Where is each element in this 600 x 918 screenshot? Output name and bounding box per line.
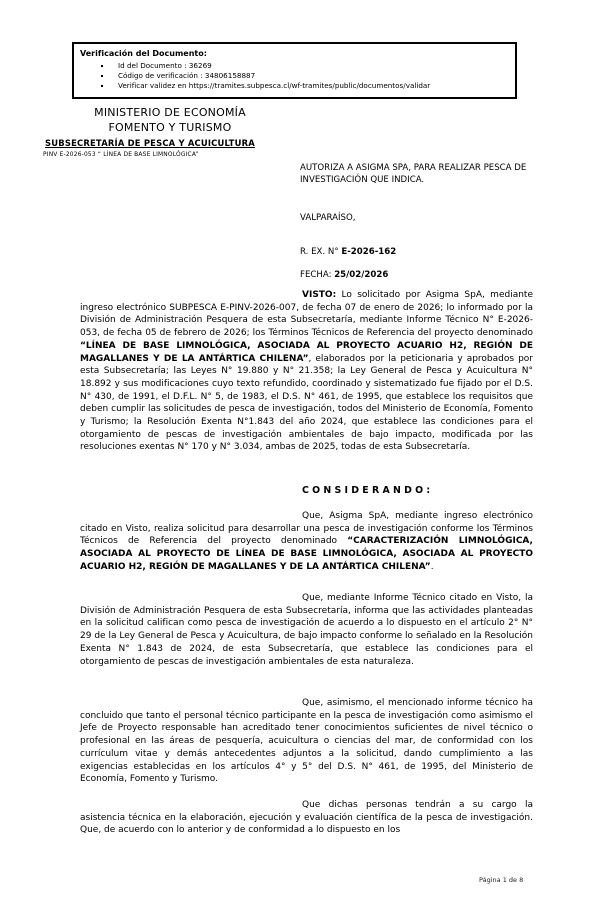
resolution-number-label: R. EX. N° — [300, 247, 342, 257]
verification-list — [112, 61, 509, 90]
subsecretaria-title: SUBSECRETARÍA DE PESCA Y ACUICULTURA — [45, 138, 255, 148]
resolution-number-value: E-2026-162 — [341, 247, 397, 257]
considerando-paragraph-1: Que, Asigma SpA, mediante ingreso electrónico citado en Visto, realiza solicitud para desarrollar una pesca de investigación conforme los Términos Técnicos de Referencia del proyecto denominado “CARACTERIZACIÓN LIMNOLÓGICA, ASOCIADA AL PROYECTO DE LÍNEA DE BASE LIMNOLÓGICA, ASOCIADA AL PROYECTO ACUARIO H2, REGIÓN DE MAGALLANES Y DE LA ANTÁRTICA CHILENA”. — [80, 511, 533, 572]
considerando-paragraph-3: Que, asimismo, el mencionado informe técnico ha concluido que tanto el personal técnico participante en la pesca de investigación como asimismo el Jefe de Proyecto responsable han acreditado tener conocimientos suficientes de nivel técnico o profesional en las áreas de pesquería, acuicultura o ciencias del mar, de conformidad con los currículum vitae y demás antecedentes adjuntos a la solicitud, dando cumplimiento a las exigencias establecidas en los artículos 4° y 5° del D.S. N° 461, de 1995, del Ministerio de Economía, Fomento y Turismo. — [80, 698, 533, 785]
considerando-heading: C O N S I D E R A N D O : — [302, 485, 431, 496]
page-number-indicator: Página 1 de 8 — [479, 876, 524, 884]
verification-title: Verificación del Documento: — [80, 49, 207, 58]
project-reference: PINV E-2026-053 “ LÍNEA DE BASE LIMNOLÓGICA” — [43, 152, 199, 158]
resolution-city: VALPARAÍSO, — [300, 213, 356, 223]
resolution-number — [300, 247, 396, 257]
resolution-subject: AUTORIZA A ASIGMA SPA, PARA REALIZAR PESCA DE INVESTIGACIÓN QUE INDICA. — [300, 163, 527, 185]
ministry-line-2: FOMENTO Y TURISMO — [108, 120, 232, 134]
verification-box — [72, 42, 517, 99]
verification-item-validate-url: ▪ Verificar validez en https://tramites.subpesca.cl/wf-tramites/public/documentos/validar — [112, 81, 509, 91]
resolution-date-value: 25/02/2026 — [334, 270, 389, 280]
verification-item-document-id: ▪ Id del Documento : 36269 — [112, 61, 509, 71]
resolution-date-label: FECHA: — [300, 270, 335, 280]
considerando-paragraph-2: Que, mediante Informe Técnico citado en Visto, la División de Administración Pesquera de esta Subsecretaría, informa que las actividades planteadas en la solicitud califican como pesca de investigación de acuerdo a lo dispuesto en el artículo 2° N° 29 de la Ley General de Pesca y Acuicultura, de bajo impacto conforme lo señalado en la Resolución Exenta N° 1.843 de 2024, de esta Subsecretaría, que establece las condiciones para el otorgamiento de pescas de investigación ambientales de esta naturaleza. — [80, 593, 533, 667]
ministry-line-1: MINISTERIO DE ECONOMÍA — [94, 106, 246, 119]
visto-paragraph: VISTO: Lo solicitado por Asigma SpA, mediante ingreso electrónico SUBPESCA E-PINV-2026-007, de fecha 07 de enero de 2026; lo informado por la División de Administración Pesquera de esta Subsecretaría, mediante Informe Técnico N° E-2026-053, de fecha 05 de febrero de 2026; los Términos Técnicos de Referencia del proyecto denominado “LÍNEA DE BASE LIMNOLÓGICA, ASOCIADA AL PROYECTO ACUARIO H2, REGIÓN DE MAGALLANES Y DE LA ANTÁRTICA CHILENA”, elaborados por la peticionaria y aprobados por esta Subsecretaría; las Leyes N° 19.880 y N° 21.358; la Ley General de Pesca y Acuicultura N° 18.892 y sus modificaciones cuyo texto refundido, coordinado y sistematizado fue fijado por el D.S. N° 430, de 1991, el D.F.L. N° 5, de 1983, el D.S. N° 461, de 1995, que establece los requisitos que deben cumplir las solicitudes de pesca de investigación, todos del Ministerio de Economía, Fomento y Turismo; la Resolución Exenta N°1.843 del año 2024, que establece las condiciones para el otorgamiento de pescas de investigación ambientales de bajo impacto, modificada por las resoluciones exentas N° 170 y N° 3.034, ambas de 2025, todas de esta Subsecretaría. — [80, 290, 533, 453]
considerando-paragraph-4: Que dichas personas tendrán a su cargo la asistencia técnica en la elaboración, ejecución y evaluación científica de la pesca de investigación. Que, de acuerdo con lo anterior y de conformidad a lo dispuesto en los — [80, 800, 533, 836]
ministry-name — [25, 106, 315, 135]
verification-item-code: ▪ Código de verificación : 34806158887 — [112, 71, 509, 81]
resolution-date — [300, 270, 388, 280]
